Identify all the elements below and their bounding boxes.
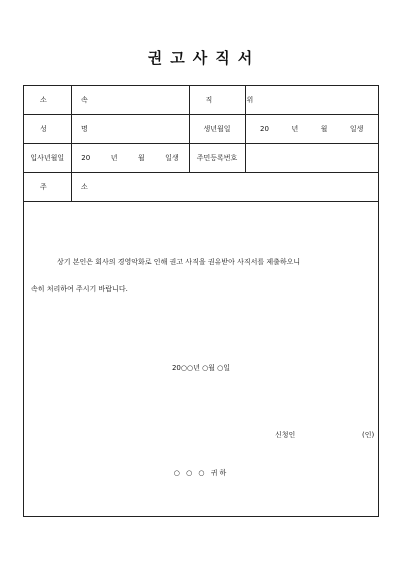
address-label: 주 소 (24, 173, 71, 202)
hire-date-year: 20 (81, 154, 91, 162)
hire-date-field[interactable] (71, 144, 189, 173)
affiliation-label: 소 속 (24, 86, 71, 115)
hire-date-month-unit: 월 (137, 154, 145, 162)
submission-date: 20○○년 ○월 ○일 (171, 364, 231, 372)
address-field[interactable] (71, 173, 378, 202)
hire-date-year-unit: 년 (110, 154, 118, 162)
name-label: 성 명 (24, 115, 71, 144)
birthdate-field[interactable] (245, 115, 378, 144)
table-row (24, 173, 378, 202)
resignation-form (23, 85, 379, 517)
body-text-line-2: 속히 처리하여 주시기 바랍니다. (31, 285, 128, 293)
seal-mark: (인) (362, 431, 375, 439)
table-row (24, 144, 378, 173)
document-title: 권고사직서 (147, 49, 261, 67)
hire-date-day-unit: 일생 (165, 154, 179, 162)
resident-id-label: 주민등록번호 (189, 144, 245, 173)
body-text-line-1: 상기 본인은 회사의 경영악화로 인해 권고 사직을 권유받아 사직서를 제출하오니 (57, 258, 301, 266)
table-row (24, 86, 378, 115)
hire-date-label: 입사년월일 (24, 144, 71, 173)
resident-id-field[interactable] (245, 144, 378, 173)
birthdate-label: 생년월일 (189, 115, 245, 144)
birthdate-month-unit: 월 (320, 125, 328, 133)
applicant-label: 신청인 (275, 431, 296, 439)
recipient: ○ ○ ○ 귀하 (173, 469, 229, 477)
birthdate-year: 20 (260, 125, 269, 133)
birthdate-year-unit: 년 (291, 125, 299, 133)
birthdate-day-unit: 일생 (349, 125, 364, 133)
table-row (24, 115, 378, 144)
position-label: 직 위 (189, 86, 245, 115)
info-table (24, 86, 378, 202)
